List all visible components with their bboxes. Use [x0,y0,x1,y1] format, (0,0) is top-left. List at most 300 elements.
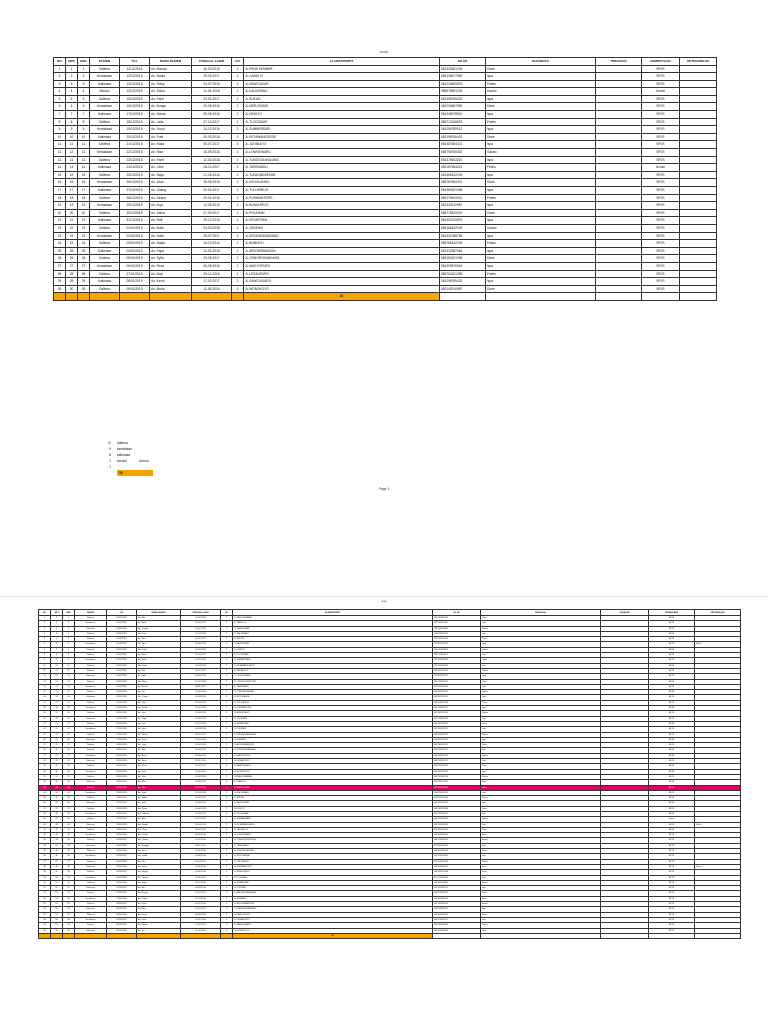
table-cell [680,187,717,195]
table-cell: 10-06-2018 [181,647,221,652]
table-cell: 12 [66,149,78,157]
table-cell: Umum [649,817,695,822]
column-header: ALAMAT/RW/RT [233,610,433,616]
table-cell: 6 [39,642,51,647]
table-cell: 15/01/2019 [107,700,137,705]
table-cell: An. Danu [137,902,181,907]
table-cell: 082165432109 [440,224,486,232]
table-cell: 24/01/2019 [107,843,137,848]
table-cell: 10 [54,133,66,141]
table-cell: 26/01/2019 [107,880,137,885]
table-cell: 28-07-2017 [181,891,221,896]
table-cell: Ispa [486,126,596,134]
table-cell: 23 [66,232,78,240]
table-cell: 2 [232,224,244,232]
table-cell: Ispa [486,278,596,286]
table-cell: 17/01/2019 [107,727,137,732]
table-cell: 081343210948 [433,870,481,875]
table-cell: An. Puspa [137,695,181,700]
table-cell: 2 [232,126,244,134]
table-cell: An. Fikri [137,780,181,785]
table-cell: 34 [51,790,63,795]
table-cell: Febris [481,774,601,779]
table-cell: JL.PANJI KEMBAR [233,774,433,779]
column-header: PEMBIAYAAN [649,610,695,616]
table-cell: 26 [63,748,75,753]
table-cell [596,103,642,111]
table-cell: An. Rangga [137,843,181,848]
summary-total: 30 [117,470,153,476]
table-cell: 35 [51,796,63,801]
table-cell: 20/01/2019 [107,785,137,790]
table-cell: 2 [221,706,233,711]
table-cell: Kalimasa [75,626,107,631]
table-cell: 29-11-2018 [181,917,221,922]
table-cell [680,270,717,278]
table-cell: 13 [51,679,63,684]
table-cell: Dallena [90,270,120,278]
table-cell: Kendalsari [75,769,107,774]
table-cell: Ispa [481,917,601,922]
table-cell: 2 [221,637,233,642]
table-cell: 2 [232,88,244,96]
table-cell: 24-07-2016 [192,80,232,88]
table-cell: 28/01/2019 [107,902,137,907]
table-cell: An. Reza [150,262,192,270]
table-cell: 25-08-2016 [181,642,221,647]
table-cell: 11-06-2016 [192,285,232,293]
table-cell: Febris [486,118,596,126]
table-cell: Ispa [481,843,601,848]
table-cell: 26/12/2018 [120,179,150,187]
table-cell: 18 [51,706,63,711]
table-cell: 2 [221,880,233,885]
table-cell: 2 [232,247,244,255]
table-cell: BPJS [642,262,680,270]
table-cell: Febris [481,711,601,716]
table-cell: BPJS [649,833,695,838]
total-row-cell [232,293,244,301]
table-cell: 11/01/2019 [107,642,137,647]
table-cell: JL.JODIPAN [233,886,433,891]
table-cell: 2 [221,875,233,880]
table-cell: Febris [486,270,596,278]
table-row [54,255,717,263]
table-cell: 27 [66,262,78,270]
table-cell: Diare [481,700,601,705]
table-cell: 59 [63,923,75,928]
table-cell: 12 [51,674,63,679]
table-cell: BPJS [649,790,695,795]
table-cell: 081321098765 [440,232,486,240]
table-cell: Ispa [481,780,601,785]
table-cell: 7 [78,111,90,119]
table-cell: 7 [66,111,78,119]
total-row-cell [90,293,120,301]
column-header: REK [63,610,75,616]
table-cell: 29/01/2019 [107,917,137,922]
table-cell: 18 [78,194,90,202]
table-cell: Ispa [481,811,601,816]
table-cell: Kendalsari [75,621,107,626]
table-cell: 17 [51,700,63,705]
table-cell: 13-06-2018 [192,202,232,210]
table-cell: 12/12/2018 [120,73,150,81]
table-cell: Kalimasa [90,133,120,141]
table-cell: JL.KETAWANGGEDE [244,133,440,141]
table-cell: An. Zidan [137,880,181,885]
table-cell: 30 [66,285,78,293]
table-cell: 2 [221,642,233,647]
table-cell: Febris [481,668,601,673]
table-row [54,88,717,96]
table-cell: 081321098752 [433,891,481,896]
table-cell: An. Candra [137,626,181,631]
table-cell: Dallena [75,859,107,864]
column-header: UO [221,610,233,616]
table-cell: 29 [63,764,75,769]
table-cell: An. Kania [137,806,181,811]
table-cell: 17 [78,187,90,195]
table-cell: Umum [642,88,680,96]
table-cell: BPJS [642,255,680,263]
table-cell: An. Elsa [137,774,181,779]
table-cell: 081343210918 [433,711,481,716]
table-cell: 19 [39,711,51,716]
table-cell: 21 [51,721,63,726]
table-cell: JL.SAWOJAJAR [233,785,433,790]
table-cell: 4 [54,88,66,96]
table-cell: 21/01/2019 [107,790,137,795]
total-row-cell [601,933,649,938]
table-cell: Kalimasa [75,864,107,869]
table-cell: 6 [78,103,90,111]
table-row [54,262,717,270]
summary-block [103,440,163,476]
table-cell: Febris [481,817,601,822]
table-cell [680,179,717,187]
summary-count: 1 [109,465,111,469]
table-cell: 07-09-2017 [181,875,221,880]
table-cell: 18-09-2016 [192,149,232,157]
table-cell: 55 [51,902,63,907]
table-cell: JL.POLEHAN [233,716,433,721]
table-cell: BPJS [642,224,680,232]
table-cell: 17-04-2018 [181,631,221,636]
table-cell: 58 [39,917,51,922]
table-cell: 13 [66,156,78,164]
table-cell: An. Bella [137,621,181,626]
summary-count: 9 [109,447,111,451]
table-cell: An. Galih [137,647,181,652]
table-cell [596,179,642,187]
table-cell: Dallena [75,891,107,896]
summary-total-row [103,470,163,476]
table-cell: Dallena [90,224,120,232]
table-cell: Febris [481,732,601,737]
table-cell: An. Arya [150,202,192,210]
table-cell: 47 [51,859,63,864]
table-cell: JL.TUNGGULWULUNG [244,156,440,164]
table-cell: BPJS [642,187,680,195]
table-cell: BPJS [649,716,695,721]
column-header: TGL [107,610,137,616]
table-cell: Diare [481,870,601,875]
table-cell: 22 [39,727,51,732]
table-cell [596,111,642,119]
table-cell: 081398765404 [433,637,481,642]
table-cell [596,224,642,232]
total-row-cell [75,933,107,938]
table-cell: 081332109876 [440,217,486,225]
table-cell: 60 [39,928,51,933]
table-cell: 1 [51,616,63,621]
table-cell: An. Raka [150,141,192,149]
table-cell: 29 [51,764,63,769]
table-cell: 081387654340 [433,827,481,832]
table-cell: Kendalsari [90,179,120,187]
table-cell: 25-01-2016 [192,194,232,202]
table-cell: An. Doni [137,769,181,774]
table-cell: Febris [486,80,596,88]
table-cell: 14/01/2019 [107,684,137,689]
table-cell: 43 [63,838,75,843]
table-cell: 46 [51,854,63,859]
table-cell: 081376543242 [433,838,481,843]
table-cell: Febris [486,194,596,202]
table-cell: JL.KESATRIAN [233,721,433,726]
table-cell: JL.MADYOPURO [233,753,433,758]
table-cell: 23/01/2019 [107,833,137,838]
table-cell: 9 [78,126,90,134]
table-cell: BPJS [649,907,695,912]
table-row [54,111,717,119]
table-cell: BPJS [649,668,695,673]
table-cell: JL.PANJI KEMBAR [233,616,433,621]
table-cell: 2 [221,870,233,875]
table-cell: JL.JATIMULYO [233,827,433,832]
table-cell [596,133,642,141]
table-cell: An. Yoga [137,743,181,748]
table-cell: 09-07-2016 [181,626,221,631]
table-cell: 50 [39,875,51,880]
table-cell: 081234509802 [433,626,481,631]
table-cell: JL.BUNULREJO [233,711,433,716]
table-cell: JL.TULUSREJO [244,187,440,195]
total-row-cell [642,293,680,301]
table-cell: 12/01/2019 [107,658,137,663]
table-cell [596,171,642,179]
table-cell: 20 [51,716,63,721]
table-cell: 3 [54,80,66,88]
table-cell: 081332109850 [433,880,481,885]
table-cell: BPJS [649,896,695,901]
table-cell: 11 [78,141,90,149]
table-cell: 41 [63,827,75,832]
table-cell: 6 [51,642,63,647]
table-row [54,285,717,293]
table-cell: 4 [39,631,51,636]
table-cell: 081309876526 [433,753,481,758]
table-cell: 25-08-2016 [181,801,221,806]
table-cell: 14 [39,684,51,689]
table-cell: 10-06-2018 [181,806,221,811]
table-cell: 05/01/2019 [120,255,150,263]
table-cell: 42 [51,833,63,838]
table-cell: JL.DINOYO [233,806,433,811]
table-cell: 085798765432 [440,149,486,157]
table-cell: 081343210987 [440,202,486,210]
table-cell: 2 [221,806,233,811]
table-cell: Dallena [90,209,120,217]
table-cell: 082143210987 [440,285,486,293]
table-cell: 2 [232,80,244,88]
table-cell: 18 [39,706,51,711]
total-count: 60 [233,933,433,938]
table-cell: 081309876556 [433,912,481,917]
table-cell: JL.JODIPAN [233,727,433,732]
table-cell: Febris [481,880,601,885]
table-cell: 20 [66,209,78,217]
table-cell: JL.BUMIAYU [233,737,433,742]
table-cell: An. Rendi [137,706,181,711]
table-cell: 41 [51,827,63,832]
table-cell: 085776543210 [440,209,486,217]
table-cell: 21 [39,721,51,726]
table-cell: 12-02-2018 [192,156,232,164]
table-cell: JL.TUNJUNGSEKAR [233,849,433,854]
total-row-cell [221,933,233,938]
table-cell: Diare [481,827,601,832]
table-cell: Gastro [486,149,596,157]
table-cell: 1 [78,65,90,73]
table-cell: JL.PURWANTORO [233,864,433,869]
table-cell: 30-03-2018 [192,133,232,141]
table-cell: Diare [486,209,596,217]
table-cell: 19 [51,711,63,716]
table-cell: 2 [221,748,233,753]
table-cell: Ispa [486,171,596,179]
table-cell: BPJS [649,642,695,647]
table-cell: Kendalsari [75,684,107,689]
table-cell: Ispa [481,822,601,827]
table-cell: BPJS [649,616,695,621]
table-cell: 32 [39,780,51,785]
table-row [54,103,717,111]
table-cell: Dallena [90,285,120,293]
table-cell: An. Wahyu [137,870,181,875]
table-cell [596,217,642,225]
table-cell: Dallena [75,721,107,726]
table-cell: An. Hadi [137,790,181,795]
table-cell: Dallena [75,637,107,642]
table-cell [596,262,642,270]
table-cell: 08-11-2017 [181,843,221,848]
table-cell: An. Syifa [150,255,192,263]
table-cell: Ispa [486,202,596,210]
total-row-cell [51,933,63,938]
table-cell: 16 [51,695,63,700]
table-cell: 15 [54,171,66,179]
table-cell: 15/01/2019 [107,695,137,700]
table-cell: 17/01/2019 [107,732,137,737]
table-cell: Kalimasa [90,217,120,225]
table-cell: Bendul [90,88,120,96]
table-cell: 39 [39,817,51,822]
table-cell: Ispa [481,759,601,764]
table-cell: 15-10-2016 [181,896,221,901]
table-cell: 42 [63,833,75,838]
table-cell: 2 [221,780,233,785]
table-cell: 2 [221,817,233,822]
table-cell: 18-09-2016 [181,833,221,838]
table-cell: 27-10-2017 [181,811,221,816]
table-cell: 2 [232,179,244,187]
page-footer: Page 1 [378,487,390,491]
table-cell: 085798765441 [433,833,481,838]
table-cell: BPJS [649,621,695,626]
table-cell [596,240,642,248]
total-count: 30 [244,293,440,301]
column-header: TINDAKAN [601,610,649,616]
table-cell: 27/01/2019 [107,891,137,896]
table-cell: BPJS [649,849,695,854]
table-cell: BPJS [649,695,695,700]
table-cell: 44 [39,843,51,848]
table-cell: An. Kirana [150,194,192,202]
table-cell: 2 [221,658,233,663]
table-cell: 26 [54,255,66,263]
table-cell: Diare [481,721,601,726]
table-cell: 15 [51,690,63,695]
table-cell: An. Nayla [150,240,192,248]
table-cell: 36 [63,801,75,806]
table-cell: 08/01/2019 [120,278,150,286]
table-cell: 31 [51,774,63,779]
table-cell: 47 [39,859,51,864]
table-row [54,247,717,255]
table-cell: 2 [232,118,244,126]
table-cell: 30 [51,769,63,774]
table-cell: Dallena [75,817,107,822]
table-row [54,133,717,141]
table-cell [680,247,717,255]
table-cell: Diare [486,285,596,293]
table-cell: 16-08-2018 [181,854,221,859]
column-header: PEMBIAYAAN [642,58,680,66]
column-header: TANGGAL LAHIR [192,58,232,66]
table-cell: 25 [39,743,51,748]
table-cell: 8 [63,653,75,658]
table-cell: JL.BUMIAYU [233,896,433,901]
table-cell: 24/12/2018 [120,164,150,172]
table-cell: An. Gina [137,917,181,922]
table-cell: 27 [39,753,51,758]
table-cell: 2 [221,759,233,764]
table-cell: BPJS [642,65,680,73]
table-cell: 2 [232,171,244,179]
table-cell: 26/01/2019 [107,870,137,875]
table-cell: 19/12/2018 [120,126,150,134]
table-cell: Ispa [481,864,601,869]
table-cell: 02-04-2017 [181,859,221,864]
table-cell: 2 [221,674,233,679]
table-cell: BPJS [649,928,695,933]
table-cell: Diare [486,179,596,187]
table-cell: BPJS [649,870,695,875]
table-cell: Febris [481,690,601,695]
table-cell: BPJS [649,806,695,811]
